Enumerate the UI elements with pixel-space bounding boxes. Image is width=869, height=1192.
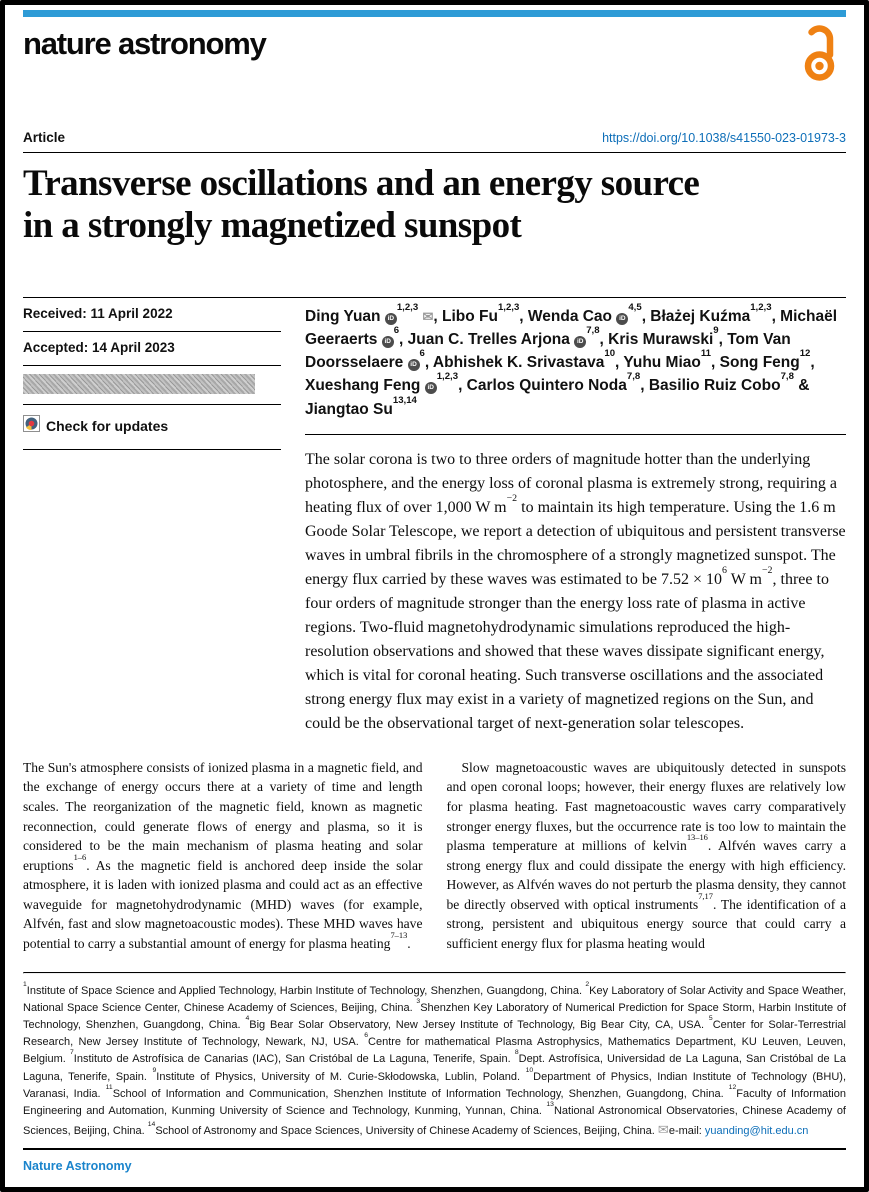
- abstract-text: The solar corona is two to three orders of magnitude hotter than the underlying photosphere, and the energy loss of coronal plasma is extremely strong, requiring a heating flux of over 1,000 W $m^{-2}$ to maintain its high temperature. Using the 1.6 m Goode Solar Telescope, we report a detection of ubiquitous and persistent transverse waves in umbral fibrils in the chromosphere of a strongly magnetized sunspot. The energy flux carried by these waves was estimated to be $7.52 \times 10^6$ W $m^{-2}$, three to four orders of magnitude stronger than the energy loss rate of plasma in active regions. Two-fluid magnetohydrodynamic simulations reproduced the high-resolution observations and showed that these waves dissipate significant energy, which is vital for coronal heating. Such transverse oscillations and the associated strong energy flux may exist in a variety of magnetized regions on the Sun, and could be the observational target of next-generation solar telescopes.: [305, 450, 846, 732]
- divider: [23, 152, 846, 153]
- published-date-row: [23, 366, 281, 405]
- superscript: 14: [147, 1121, 156, 1129]
- superscript: 12: [799, 348, 811, 360]
- superscript: 1,2,3: [497, 301, 520, 313]
- redacted-published-date: [23, 374, 255, 394]
- crossmark-icon: [23, 415, 40, 437]
- accepted-date: Accepted: 14 April 2023: [23, 332, 281, 366]
- superscript: 10: [604, 348, 616, 360]
- title-line-1: Transverse oscillations and an energy source: [23, 163, 700, 204]
- article-body: [23, 758, 846, 966]
- orcid-icon: iD: [408, 359, 420, 371]
- article-history-sidebar: [23, 298, 281, 736]
- superscript: 6: [393, 324, 400, 336]
- superscript: 7,8: [586, 324, 600, 336]
- superscript: 1,2,3: [396, 301, 419, 313]
- received-date: Received: 11 April 2022: [23, 298, 281, 332]
- superscript: 11: [700, 348, 712, 360]
- footer-journal-name: Nature Astronomy: [23, 1159, 132, 1173]
- superscript: 1–6: [73, 851, 87, 862]
- superscript: 7–13: [390, 930, 408, 941]
- superscript: 8: [514, 1049, 519, 1057]
- superscript: 9: [713, 324, 719, 336]
- superscript: 1: [23, 980, 27, 988]
- body-column-right: Slow magnetoacoustic waves are ubiquitously detected in sunspots and open coronal loops; however, their energy fluxes are relatively low for plasma heating. Fast magnetoacoustic waves carry comparatively stronger energy fluxes, but the occurrence rate is too low to maintain the plasma temperature at millions of kelvin$^{13-16}$. Alfvén waves carry a strong energy flux and could dissipate the energy with high efficiency. However, as Alfvén waves do not perturb the plasma density, they cannot be directly observed with optical instruments$^{7,17}$. The identification of a strong, persistent and ubiquitous energy source that could carry a sufficient energy flux for plasma heating would: [446, 759, 846, 951]
- check-for-updates-label: Check for updates: [46, 417, 169, 434]
- superscript: 7,8: [626, 371, 641, 383]
- envelope-icon: ✉: [422, 308, 434, 324]
- orcid-icon: iD: [385, 313, 397, 325]
- superscript: 2: [585, 980, 590, 988]
- check-for-updates-button[interactable]: [23, 405, 281, 450]
- superscript: 4: [245, 1015, 250, 1023]
- superscript: 6: [364, 1032, 369, 1040]
- superscript: 13,14: [392, 394, 417, 406]
- divider: [305, 434, 846, 435]
- superscript: 7,17: [698, 891, 713, 902]
- article-meta-row: [23, 130, 846, 145]
- doi-link[interactable]: https://doi.org/10.1038/s41550-023-01973-3: [602, 131, 846, 145]
- superscript: −2: [506, 492, 518, 504]
- journal-color-bar: [23, 10, 846, 17]
- superscript: 6: [722, 564, 727, 576]
- superscript: 3: [416, 997, 421, 1005]
- superscript: 10: [525, 1066, 534, 1074]
- footer-divider: [23, 1148, 846, 1150]
- superscript: 1,2,3: [750, 301, 772, 313]
- superscript: 1,2,3: [436, 371, 459, 383]
- journal-header: [23, 17, 846, 86]
- orcid-icon: iD: [425, 382, 437, 394]
- superscript: 12: [728, 1083, 737, 1091]
- article-label: Article: [23, 130, 66, 145]
- email-link[interactable]: yuanding@hit.edu.cn: [704, 1125, 809, 1138]
- superscript: 7: [69, 1049, 74, 1057]
- orcid-icon: iD: [574, 336, 586, 348]
- superscript: 13: [546, 1100, 554, 1108]
- superscript: 4,5: [628, 301, 642, 313]
- orcid-icon: iD: [616, 313, 628, 325]
- page-footer: [23, 1148, 846, 1187]
- superscript: 7,8: [780, 371, 794, 383]
- page-title: [23, 163, 846, 247]
- superscript: 11: [105, 1083, 113, 1091]
- journal-logo: nature astronomy: [23, 26, 266, 61]
- body-column-left: The Sun's atmosphere consists of ionized plasma in a magnetic field, and the exchange of energy occurs there at a variety of time and length scales. The reorganization of the magnetic field, known as magnetic reconnection, could generate flows of energy and plasma, so it is considered to be the main mechanism of plasma heating and solar eruptions$^{1-6}$. As the magnetic field is anchored deep inside the solar atmosphere, it is laden with ionized plasma and could act as an effective waveguide for magnetohydrodynamic (MHD) waves (for example, Alfvén, fast and slow magnetoacoustic modes). These MHD waves have potential to carry a substantial amount of energy for plasma heating$^{7-13}$.: [23, 759, 423, 951]
- superscript: 13–16: [686, 832, 708, 843]
- superscript: 9: [152, 1066, 157, 1074]
- superscript: 6: [419, 348, 425, 360]
- superscript: −2: [761, 564, 773, 576]
- title-line-2: in a strongly magnetized sunspot: [23, 204, 522, 246]
- open-access-icon: [799, 24, 840, 86]
- author-list: Ding Yuan iD$^{1,2,3}$ ✉, Libo Fu$^{1,2,3}$, Wenda Cao iD$^{4,5}$, Błażej Kuźma$^{1,2,3}$, Michaël Geeraerts $iD^6$, Juan C. Trelles Arjona iD$^{7,8}$, Kris Murawski$^9$, Tom Van Doorsselaere $iD^6$, Abhishek K. Srivastava$^{10}$, Yuhu Miao$^{11}$, Song Feng$^{12}$, Xueshang Feng iD$^{1,2,3}$, Carlos Quintero Noda$^{7,8}$, Basilio Ruiz Cobo$^{7,8}$ & Jiangtao Su$^{13,14}$: [305, 301, 838, 418]
- affiliations-footnote: $^1$Institute of Space Science and Applied Technology, Harbin Institute of Technology, Shenzhen, Guangdong, China. $^2$Key Laboratory of Solar Activity and Space Weather, National Space Science Center, Chinese Academy of Sciences, Beijing, China. $^3$Shenzhen Key Laboratory of Numerical Prediction for Space Storm, Harbin Institute of Technology, Shenzhen, Guangdong, China. $^4$Big Bear Solar Observatory, New Jersey Institute of Technology, Big Bear City, CA, USA. $^5$Center for Solar-Terrestrial Research, New Jersey Institute of Technology, Newark, NJ, USA. $^6$Centre for mathematical Plasma Astrophysics, Mathematics Department, KU Leuven, Leuven, Belgium. $^7$Instituto de Astrofísica de Canarias (IAC), San Cristóbal de La Laguna, Tenerife, Spain. $^8$Dept. Astrofísica, Universidad de La Laguna, San Cristóbal de La Laguna, Tenerife, Spain. $^9$Institute of Physics, University of M. Curie-Skłodowska, Lublin, Poland. $^{10}$Department of Physics, Indian Institute of Technology (BHU), Varanasi, India. $^{11}$School of Information and Communication, Shenzhen Institute of Information Technology, Shenzhen, Guangdong, China. $^{12}$Faculty of Information Engineering and Automation, Kunming University of Science and Technology, Kunming, Yunnan, China. $^{13}$National Astronomical Observatories, Chinese Academy of Sciences, Beijing, China. $^{14}$School of Astronomy and Space Sciences, University of Chinese Academy of Sciences, Beijing, China. ✉e-mail: yuanding@hit.edu.cn: [23, 983, 846, 1141]
- envelope-icon: ✉: [657, 1122, 669, 1138]
- footnote-divider: [23, 972, 846, 974]
- orcid-icon: iD: [382, 336, 394, 348]
- superscript: 5: [708, 1015, 713, 1023]
